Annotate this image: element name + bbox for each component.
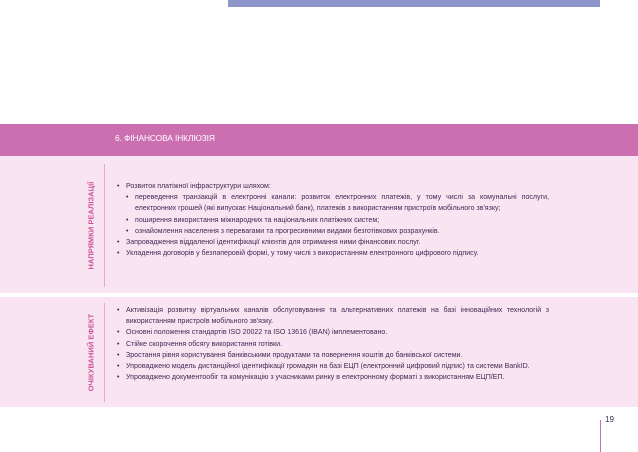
effects-label-text: ОЧІКУВАНИЙ ЕФЕКТ: [86, 313, 96, 391]
effects-list: [117, 305, 549, 383]
effects-divider: [104, 303, 105, 402]
list-item: • Запровадження віддаленої ідентифікації клієнтів для отримання ними фінансових послуг.: [117, 237, 549, 248]
list-subitem: • переведення транзакцій в електронні канали: розвиток електронних платежів, у тому числі за комунальні послуги, електронних грошей (які випускає Національний банк), платежів з використанням пристроїв мобільного зв'язку;: [126, 192, 549, 214]
list-item: • Упроваджено документообіг та комунікацію з учасниками ринку в електронному форматі з використанням ЕЦП/ЕП.: [117, 372, 549, 383]
page-number: 19: [605, 415, 614, 424]
list-item: • Упроваджено модель дистанційної ідентифікації громадян на базі ЕЦП (електронний цифровий підпис) та системи BankID.: [117, 361, 549, 372]
list-item: • Укладення договорів у безпаперовій формі, у тому числі з використанням електронного цифрового підпису.: [117, 248, 549, 259]
directions-list: [117, 181, 549, 259]
list-item: • Активізація розвитку віртуальних каналів обслуговування та альтернативних платежів на базі інноваційних технологій з використанням пристроїв мобільного зв'язку.: [117, 305, 549, 327]
directions-divider: [104, 164, 105, 287]
page-number-divider: [600, 420, 601, 452]
list-item: • Основні положення стандартів ISO 20022 та ISO 13616 (IBAN) імплементовано.: [117, 327, 549, 338]
list-item: • Стійке скорочення обсягу використання готівки.: [117, 339, 549, 350]
list-item: • Розвиток платіжної інфраструктури шляхом:: [117, 181, 549, 192]
list-subitem: • поширення використання міжнародних та національних платіжних систем;: [126, 215, 549, 226]
section-title: 6. ФІНАНСОВА ІНКЛЮЗІЯ: [115, 133, 215, 143]
section-header-bar: [0, 124, 638, 156]
list-subitem: • ознайомлення населення з перевагами та прогресивними видами безготівкових розрахунків.: [126, 226, 549, 237]
top-accent-band: [228, 0, 600, 7]
effects-side-label: [83, 300, 99, 404]
list-item: • Зростання рівня користування банківськими продуктами та повернення коштів до банківської системи.: [117, 350, 549, 361]
directions-side-label: [83, 160, 99, 290]
directions-label-text: НАПРЯМКИ РЕАЛІЗАЦІЇ: [86, 181, 96, 269]
